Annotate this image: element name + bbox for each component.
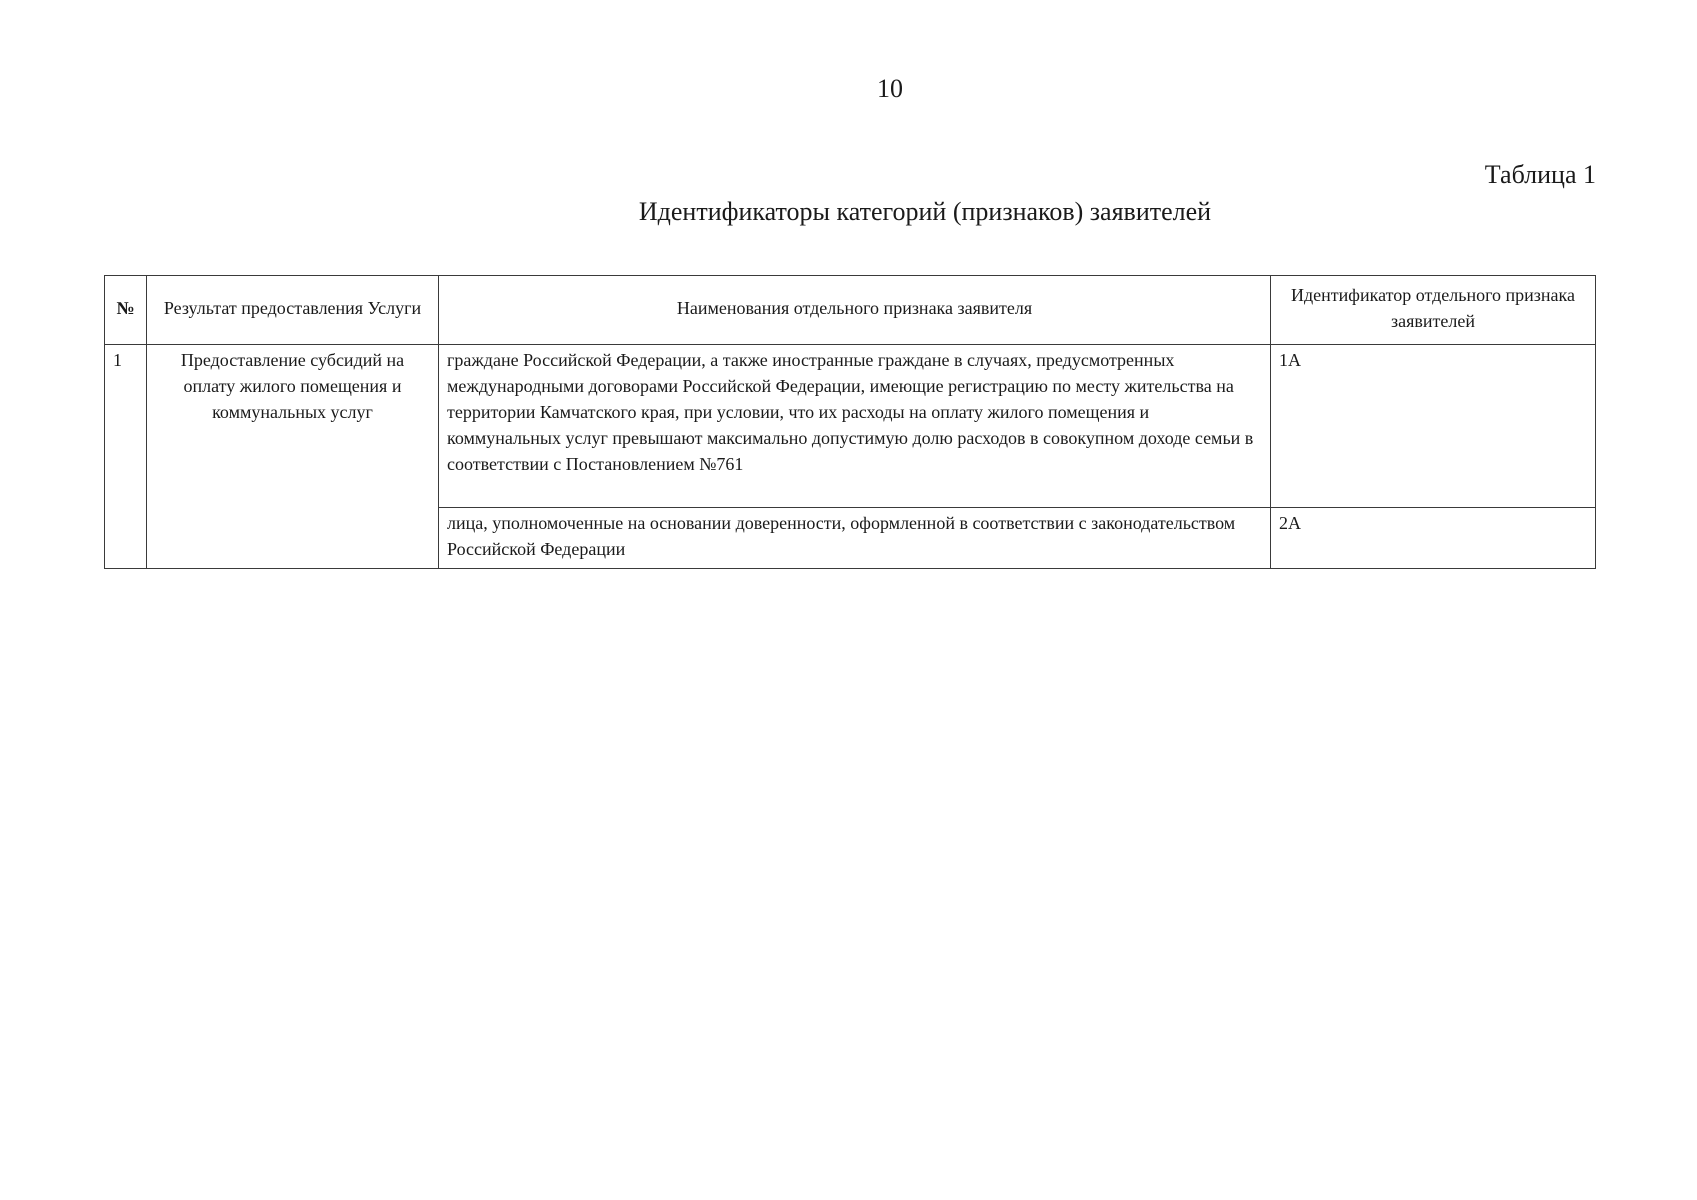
table-header-row xyxy=(105,276,1596,345)
header-identifier: Идентификатор отдельного признака заявителей xyxy=(1271,276,1596,345)
page-number: 10 xyxy=(877,74,903,103)
service-result: Предоставление субсидий на оплату жилого помещения и коммунальных услуг xyxy=(147,345,439,569)
header-number: № xyxy=(105,276,147,345)
applicant-categories-table xyxy=(104,275,1596,569)
table-label: Таблица 1 xyxy=(1484,160,1596,189)
table-row xyxy=(105,345,1596,508)
applicant-feature-description: граждане Российской Федерации, а также иностранные граждане в случаях, предусмотренных международными договорами Российской Федерации, имеющие регистрацию по месту жительства на территории Камчатского края, при условии, что их расходы на оплату жилого помещения и коммунальных услуг превышают максимально допустимую долю расходов в совокупном доходе семьи в соответствии с Постановлением №761 xyxy=(439,345,1271,508)
row-number: 1 xyxy=(105,345,147,569)
applicant-feature-identifier: 2А xyxy=(1271,508,1596,569)
header-result: Результат предоставления Услуги xyxy=(147,276,439,345)
header-name: Наименования отдельного признака заявителя xyxy=(439,276,1271,345)
applicant-feature-identifier: 1А xyxy=(1271,345,1596,508)
document-title: Идентификаторы категорий (признаков) заявителей xyxy=(638,197,1212,226)
applicant-feature-description: лица, уполномоченные на основании доверенности, оформленной в соответствии с законодательством Российской Федерации xyxy=(439,508,1271,569)
